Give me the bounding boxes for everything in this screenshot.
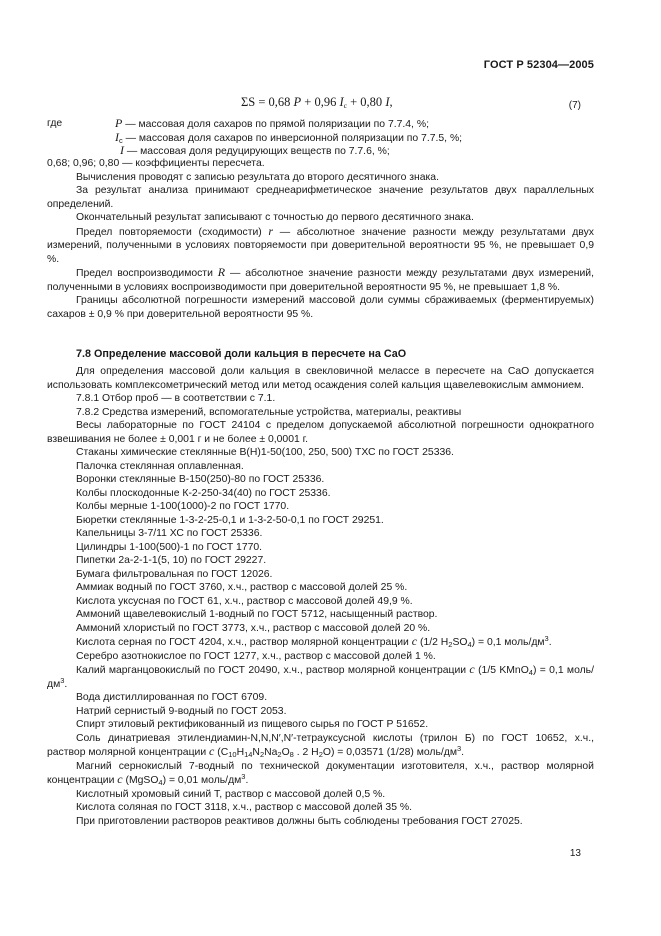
paragraph: Для определения массовой доли кальция в свекловичной мелассе в пересчете на CaO допускается использовать комплексометрический метод или метод осаждения солей кальция щавелевокислым аммонием. bbox=[47, 366, 594, 391]
list-item: Стаканы химические стеклянные В(Н)1-50(100, 250, 500) ТХС по ГОСТ 25336. bbox=[76, 447, 454, 458]
list-item-sulfuric-acid bbox=[47, 635, 594, 650]
sub: 2 bbox=[277, 750, 282, 759]
paragraph: Границы абсолютной погрешности измерений массовой доли суммы сбраживаемых (ферментируемых) сахаров ± 0,9 % при доверительной вероятности 95 %. bbox=[47, 295, 594, 320]
legend-symbol: P bbox=[115, 116, 123, 130]
paragraph: За результат анализа принимают среднеарифметическое значение результатов двух параллельных определений. bbox=[47, 185, 594, 210]
sub: 14 bbox=[244, 750, 253, 759]
list-item: Колбы плоскодонные К-2-250-34(40) по ГОСТ 25336. bbox=[76, 487, 331, 499]
list-item: Кислота уксусная по ГОСТ 61, х.ч., раствор с массовой долей 49,9 %. bbox=[76, 595, 413, 607]
list-item: Спирт этиловый ректификованный из пищевого сырья по ГОСТ Р 51652. bbox=[76, 719, 429, 730]
symbol-c: c bbox=[411, 634, 418, 648]
symbol-c: c bbox=[209, 744, 215, 758]
text: (1/5 KMnO bbox=[474, 665, 529, 676]
legend-sub: c bbox=[119, 136, 123, 145]
text: — абсолютное значение разности между результатами двух измерений, полученными в условиях воспроизводимости при доверительной вероятности 95 %, не превышает 1,8 %. bbox=[47, 268, 594, 293]
subsection: 7.8.1 Отбор проб — в соответствии с 7.1. bbox=[76, 393, 276, 404]
sup: 3 bbox=[456, 744, 462, 753]
reproducibility-paragraph bbox=[47, 266, 594, 294]
list-item: Аммиак водный по ГОСТ 3760, х.ч., раствор с массовой долей 25 %. bbox=[76, 582, 408, 593]
document-header: ГОСТ Р 52304—2005 bbox=[483, 59, 594, 71]
list-item-kmno4 bbox=[47, 663, 594, 691]
sub: 4 bbox=[158, 778, 163, 787]
text: Na bbox=[264, 747, 278, 758]
legend-text: — массовая доля редуцирующих веществ по 7.7.6, %; bbox=[124, 146, 390, 157]
list-item: Бюретки стеклянные 1-3-2-25-0,1 и 1-3-2-50-0,1 по ГОСТ 29251. bbox=[76, 514, 384, 526]
sub: 8 bbox=[289, 750, 294, 759]
formula-number: (7) bbox=[568, 100, 581, 111]
text: . bbox=[64, 678, 68, 690]
text: (MgSO bbox=[122, 775, 159, 786]
text: Соль динатриевая этилендиамин-N,N,N′,N′-тетрауксусной кислоты (трилон Б) по ГОСТ 10652, х.ч., раствор молярной концентрации bbox=[47, 732, 594, 758]
list-item: Кислотный хромовый синий Т, раствор с массовой долей 0,5 %. bbox=[76, 788, 386, 800]
text: Магний сернокислый 7-водный по технической документации изготовителя, х.ч., раствор молярной концентрации bbox=[47, 760, 594, 786]
list-item: Бумага фильтровальная по ГОСТ 12026. bbox=[76, 568, 273, 580]
formula-part: , bbox=[389, 95, 393, 109]
list-item: Вода дистиллированная по ГОСТ 6709. bbox=[76, 692, 268, 703]
text: (1/2 H bbox=[417, 637, 449, 648]
list-item: При приготовлении растворов реактивов должны быть соблюдены требования ГОСТ 27025. bbox=[76, 815, 523, 827]
sub: 2 bbox=[318, 750, 323, 759]
text: — абсолютное значение разности между результатами двух измерений, полученными в условиях повторяемости при доверительной вероятности 95 %, не превышает 0,9 %. bbox=[47, 226, 594, 265]
sup: 3 bbox=[544, 634, 549, 643]
coefficients-note: 0,68; 0,96; 0,80 — коэффициенты пересчета. bbox=[47, 158, 265, 169]
formula-var-ic: I bbox=[339, 95, 344, 109]
list-item: Цилиндры 1-100(500)-1 по ГОСТ 1770. bbox=[76, 541, 263, 553]
text: ) = 0,01 моль/дм bbox=[162, 775, 242, 786]
legend-text: — массовая доля сахаров по инверсионной поляризации по 7.7.5, %; bbox=[122, 133, 463, 144]
legend-symbol: I bbox=[115, 130, 119, 144]
text: ) = 0,1 моль/дм bbox=[471, 637, 545, 648]
list-item: Аммоний хлористый по ГОСТ 3773, х.ч., раствор с массовой долей 20 %. bbox=[76, 622, 431, 634]
text: H bbox=[236, 747, 245, 758]
page-number: 13 bbox=[569, 848, 581, 859]
sub: 2 bbox=[259, 750, 265, 759]
formula-var-i: I bbox=[385, 95, 390, 109]
main-text-upper bbox=[47, 157, 594, 321]
text: ) = 0,1 моль/дм bbox=[47, 665, 594, 690]
list-item: Серебро азотнокислое по ГОСТ 1277, х.ч., раствор с массовой долей 1 %. bbox=[76, 650, 436, 662]
list-item: Палочка стеклянная оплавленная. bbox=[76, 460, 244, 472]
legend-item-p bbox=[115, 117, 429, 132]
text: O) = 0,03571 (1/28) моль/дм bbox=[322, 747, 457, 758]
legend-text: — массовая доля сахаров по прямой поляризации по 7.7.4, %; bbox=[122, 119, 429, 130]
symbol-c: c bbox=[117, 772, 123, 786]
text: Кислота серная по ГОСТ 4204, х.ч., раствор молярной концентрации bbox=[76, 637, 412, 648]
text: Предел воспроизводимости bbox=[76, 268, 218, 279]
formula-var-p: P bbox=[293, 95, 302, 109]
sub: 4 bbox=[467, 640, 472, 649]
list-item: Колбы мерные 1-100(1000)-2 по ГОСТ 1770. bbox=[76, 501, 290, 512]
paragraph: Вычисления проводят с записью результата до второго десятичного знака. bbox=[76, 171, 439, 183]
text: O bbox=[281, 747, 290, 758]
list-item: Пипетки 2а-2-1-1(5, 10) по ГОСТ 29227. bbox=[76, 555, 267, 566]
formula-part: + 0,96 bbox=[301, 95, 340, 109]
list-item: Воронки стеклянные В-150(250)-80 по ГОСТ 25336. bbox=[76, 474, 325, 485]
text: N bbox=[252, 747, 260, 758]
sub: 2 bbox=[448, 640, 453, 649]
sup: 3 bbox=[241, 772, 246, 781]
list-item: Натрий сернистый 9-водный по ГОСТ 2053. bbox=[76, 705, 287, 717]
repeatability-paragraph bbox=[47, 225, 594, 267]
text: (C bbox=[214, 747, 229, 758]
list-item-mgso4 bbox=[47, 760, 594, 788]
text: Калий марганцовокислый по ГОСТ 20490, х.ч., раствор молярной концентрации bbox=[76, 665, 470, 676]
paragraph: Окончательный результат записывают с точностью до первого десятичного знака. bbox=[76, 212, 474, 223]
formula-sub: c bbox=[343, 101, 347, 110]
list-item: Кислота соляная по ГОСТ 3118, х.ч., раствор с массовой долей 35 %. bbox=[76, 802, 412, 813]
sup: 3 bbox=[60, 675, 65, 685]
symbol-c: c bbox=[469, 662, 475, 676]
text: . bbox=[548, 637, 552, 648]
section-title: 7.8 Определение массовой доли кальция в пересчете на CaO bbox=[76, 348, 407, 360]
list-item: Аммоний щавелевокислый 1-водный по ГОСТ 5712, насыщенный раствор. bbox=[76, 609, 438, 620]
subsection: 7.8.2 Средства измерений, вспомогательные устройства, материалы, реактивы bbox=[76, 406, 462, 418]
formula-7 bbox=[241, 95, 393, 110]
legend-symbol: I bbox=[120, 143, 124, 157]
legend-where: где bbox=[47, 118, 63, 129]
text: SO bbox=[452, 637, 468, 648]
text: Предел повторяемости (сходимости) bbox=[76, 226, 269, 238]
formula-part: ΣS = 0,68 bbox=[241, 95, 294, 109]
text: . bbox=[245, 775, 249, 786]
sub: 4 bbox=[528, 668, 533, 677]
text: . bbox=[461, 747, 465, 758]
text: . 2 H bbox=[293, 747, 319, 758]
list-item: Капельницы 3-7/11 ХС по ГОСТ 25336. bbox=[76, 528, 263, 539]
main-text-lower bbox=[47, 365, 594, 828]
sub: 10 bbox=[228, 750, 237, 759]
formula-part: + 0,80 bbox=[347, 95, 386, 109]
paragraph: Весы лабораторные по ГОСТ 24104 с пределом допускаемой абсолютной погрешности однократного взвешивания не более ± 0,001 г и не более ± 0,0001 г. bbox=[47, 420, 594, 445]
symbol-r-cap: R bbox=[217, 265, 226, 279]
symbol-r: r bbox=[268, 223, 274, 238]
list-item-trilon bbox=[47, 732, 594, 760]
